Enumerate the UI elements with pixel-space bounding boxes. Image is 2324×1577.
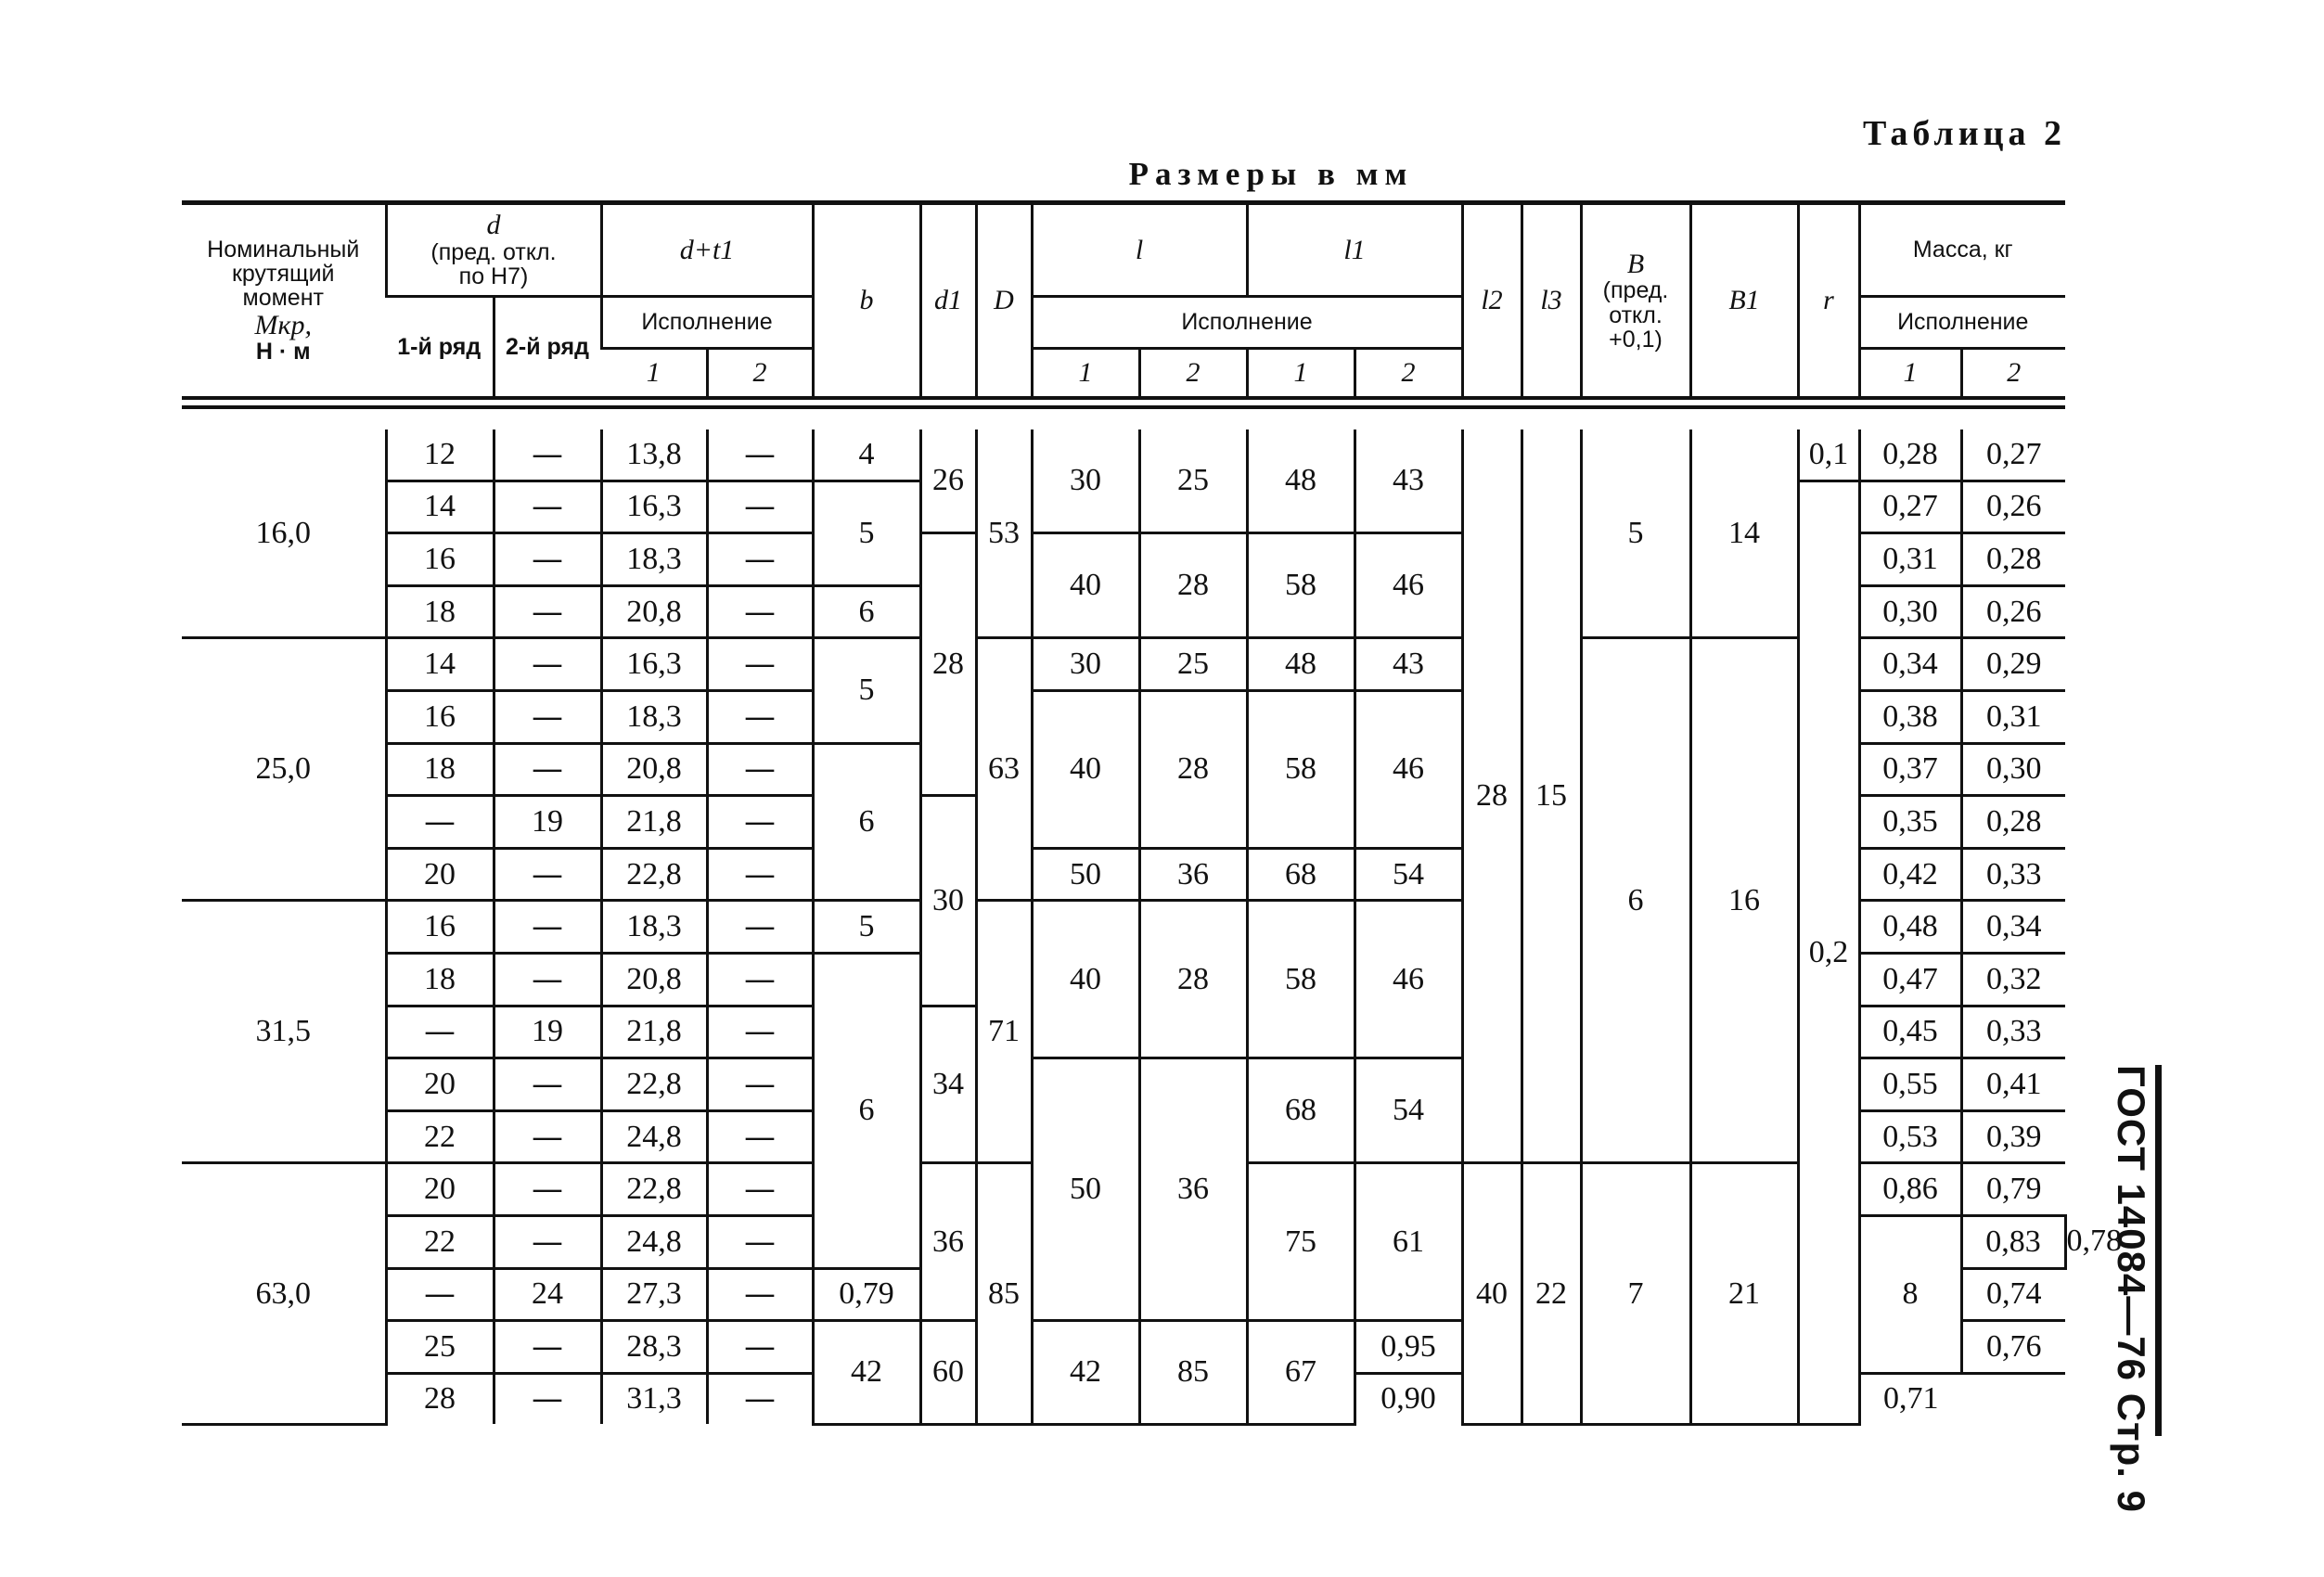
header-l-execution: Исполнение [1032,296,1462,348]
mass-exec1-cell: 0,45 [1859,1006,1961,1058]
l1-exec1-cell: 48 [1247,430,1355,533]
l1-exec2-cell: 61 [1355,1163,1462,1321]
d-row2-cell: — [494,638,601,691]
dt1-exec2-cell: — [707,638,813,691]
mass-exec1-cell: 0,47 [1859,953,1961,1006]
header-l-exec1: 1 [1032,348,1139,396]
dt1-exec1-cell: 24,8 [601,1215,707,1268]
mass-exec2-cell: 0,30 [1961,743,2065,796]
mass-exec2-cell: 0,41 [1961,1058,2065,1111]
header-B1: B1 [1690,205,1798,396]
l-exec1-cell: 60 [920,1321,976,1425]
r-cell: 0,2 [1798,481,1859,1424]
l1-exec2-cell: 46 [1355,690,1462,848]
l1-exec2-cell: 54 [1355,1058,1462,1163]
header-l3: l3 [1522,205,1581,396]
l-exec2-cell: 28 [1139,533,1247,638]
d-row1-cell: — [386,1006,494,1058]
mass-exec2-cell: 0,76 [1961,1321,2065,1374]
header-d1: d1 [920,205,976,396]
mass-exec1-cell: 0,95 [1355,1321,1462,1374]
header-b: b [813,205,920,396]
dt1-exec1-cell: 31,3 [601,1373,707,1424]
d-row2-cell: — [494,1058,601,1111]
dt1-exec1-cell: 28,3 [601,1321,707,1374]
d-row2-cell: — [494,953,601,1006]
l-exec2-cell: 25 [1139,638,1247,691]
B-cell: 5 [1581,430,1690,638]
d-row1-cell: 20 [386,1058,494,1111]
d-row1-cell: — [386,1268,494,1321]
d-row1-cell: 14 [386,481,494,533]
d-row2-cell: — [494,1373,601,1424]
b-cell: 5 [813,901,920,954]
table-row: 22 — 24,8 — 8 0,83 0,78 [182,1215,2065,1268]
d-row2-cell: 19 [494,1006,601,1058]
d-row2-cell: — [494,743,601,796]
d-row2-cell: — [494,1110,601,1163]
l1-exec1-cell: 58 [1247,533,1355,638]
mass-exec2-cell: 0,28 [1961,533,2065,586]
l1-exec1-cell: 68 [1247,848,1355,901]
mass-exec1-cell: 0,28 [1859,430,1961,481]
d-row2-cell: 19 [494,796,601,849]
dt1-exec1-cell: 20,8 [601,585,707,638]
dt1-exec1-cell: 18,3 [601,901,707,954]
header-mass: Масса, кг [1859,205,2065,296]
mass-exec2-cell: 0,34 [1961,901,2065,954]
l1-exec1-cell: 85 [1139,1321,1247,1425]
dt1-exec2-cell: — [707,796,813,849]
dt1-exec2-cell: — [707,743,813,796]
d-row2-cell: — [494,1163,601,1216]
header-d-row2: 2-й ряд [494,296,601,396]
l1-exec2-cell: 54 [1355,848,1462,901]
mass-exec2-cell: 0,74 [1961,1268,2065,1321]
d-row2-cell: — [494,901,601,954]
header-mass-exec2: 2 [1961,348,2065,396]
mass-exec1-cell: 0,83 [1961,1215,2065,1268]
l1-exec1-cell: 58 [1247,901,1355,1058]
dt1-exec2-cell: — [707,533,813,586]
dt1-exec2-cell: — [707,1373,813,1424]
l-exec1-cell: 50 [1032,848,1139,901]
l-exec1-cell: 40 [1032,533,1139,638]
d-row1-cell: 25 [386,1321,494,1374]
d-row1-cell: 22 [386,1110,494,1163]
l-exec1-cell: 50 [1032,1058,1139,1321]
d-row1-cell: 14 [386,638,494,691]
l3-cell: 22 [1522,1163,1581,1424]
l1-exec2-cell: 46 [1355,533,1462,638]
l1-exec1-cell: 75 [1247,1163,1355,1321]
d-row2-cell: — [494,585,601,638]
r-cell: 0,1 [1798,430,1859,481]
d-row2-cell: — [494,533,601,586]
torque-cell: 31,5 [182,901,386,1163]
dt1-exec1-cell: 16,3 [601,638,707,691]
dt1-exec2-cell: — [707,481,813,533]
D-cell: 53 [976,430,1032,638]
mass-exec2-cell: 0,71 [1859,1373,1961,1424]
dt1-exec2-cell: — [707,1058,813,1111]
B1-cell: 16 [1690,638,1798,1163]
b-cell: 6 [813,953,920,1268]
b-cell: 6 [813,743,920,901]
dt1-exec2-cell: — [707,430,813,481]
header-B: B (пред. откл. +0,1) [1581,205,1690,396]
torque-cell: 25,0 [182,638,386,901]
dt1-exec1-cell: 16,3 [601,481,707,533]
mass-exec2-cell: 0,39 [1961,1110,2065,1163]
dimensions-table-body [182,430,2122,1426]
header-l: l [1032,205,1247,296]
l1-exec1-cell: 58 [1247,690,1355,848]
mass-exec2-cell: 0,32 [1961,953,2065,1006]
mass-exec2-cell: 0,79 [1961,1163,2065,1216]
dt1-exec1-cell: 21,8 [601,796,707,849]
mass-exec1-cell: 0,31 [1859,533,1961,586]
d-row2-cell: — [494,430,601,481]
dimensions-table-header [182,205,2065,396]
b-cell: 5 [813,638,920,743]
mass-exec1-cell: 0,79 [813,1268,920,1321]
mass-exec2-cell: 0,26 [1961,481,2065,533]
d-row1-cell: — [386,796,494,849]
header-l1-exec1: 1 [1247,348,1355,396]
torque-cell: 63,0 [182,1163,386,1424]
d-row1-cell: 18 [386,953,494,1006]
dt1-exec2-cell: — [707,585,813,638]
d-row2-cell: — [494,481,601,533]
mass-exec1-cell: 0,37 [1859,743,1961,796]
dt1-exec1-cell: 13,8 [601,430,707,481]
dt1-exec2-cell: — [707,1006,813,1058]
l-exec1-cell: 30 [1032,638,1139,691]
l-exec2-cell: 36 [1139,848,1247,901]
mass-exec1-cell: 0,53 [1859,1110,1961,1163]
dt1-exec2-cell: — [707,1268,813,1321]
header-d-row1: 1-й ряд [386,296,494,396]
d1-cell: 26 [920,430,976,533]
l-exec1-cell: 40 [1032,690,1139,848]
dt1-exec1-cell: 18,3 [601,533,707,586]
dt1-exec1-cell: 22,8 [601,1058,707,1111]
d-row1-cell: 16 [386,901,494,954]
dt1-exec1-cell: 22,8 [601,1163,707,1216]
B1-cell: 14 [1690,430,1798,638]
header-double-rule [182,396,2065,409]
header-r: r [1798,205,1859,396]
mass-exec1-cell: 0,34 [1859,638,1961,691]
page-footer-standard: ГОСТ 14084—76 Стр. 9 [2098,1065,2162,1436]
dt1-exec1-cell: 24,8 [601,1110,707,1163]
mass-exec2-cell: 0,33 [1961,1006,2065,1058]
mass-exec1-cell: 0,48 [1859,901,1961,954]
dt1-exec2-cell: — [707,848,813,901]
dt1-exec2-cell: — [707,1215,813,1268]
b-cell: 6 [813,585,920,638]
l2-cell: 28 [1462,430,1522,1163]
l1-exec1-cell: 68 [1247,1058,1355,1163]
dt1-exec1-cell: 21,8 [601,1006,707,1058]
units-caption: Размеры в мм [1128,156,1414,192]
header-mass-execution: Исполнение [1859,296,2065,348]
d-row1-cell: 16 [386,690,494,743]
d-row2-cell: — [494,690,601,743]
dt1-exec2-cell: — [707,901,813,954]
d1-cell: 34 [920,1006,976,1163]
l1-exec1-cell: 48 [1247,638,1355,691]
l1-exec2-cell: 43 [1355,638,1462,691]
l1-exec2-cell: 67 [1247,1321,1355,1425]
header-d: d (пред. откл. по H7) [386,205,601,296]
d-row1-cell: 18 [386,743,494,796]
b-cell: 5 [813,481,920,585]
d1-cell: 42 [813,1321,920,1425]
dt1-exec2-cell: — [707,1321,813,1374]
mass-exec1-cell: 0,42 [1859,848,1961,901]
mass-exec2-cell: 0,26 [1961,585,2065,638]
l2-cell: 40 [1462,1163,1522,1424]
mass-exec1-cell: 0,55 [1859,1058,1961,1111]
dt1-exec2-cell: — [707,690,813,743]
dt1-exec1-cell: 22,8 [601,848,707,901]
header-dt1-execution: Исполнение [601,296,813,348]
mass-exec1-cell: 0,86 [1859,1163,1961,1216]
table-caption: Таблица 2 [1862,114,2066,153]
mass-exec2-cell: 0,31 [1961,690,2065,743]
l-exec2-cell: 28 [1139,690,1247,848]
header-mass-exec1: 1 [1859,348,1961,396]
dt1-exec2-cell: — [707,953,813,1006]
B1-cell: 21 [1690,1163,1798,1424]
dt1-exec1-cell: 27,3 [601,1268,707,1321]
l-exec2-cell: 42 [1032,1321,1139,1425]
d-row2-cell: — [494,848,601,901]
l1-exec2-cell: 46 [1355,901,1462,1058]
header-d-t1: d+t1 [601,205,813,296]
D-cell: 63 [976,638,1032,901]
header-l1-exec2: 2 [1355,348,1462,396]
torque-cell: 16,0 [182,430,386,638]
d-row1-cell: 18 [386,585,494,638]
d-row2-cell: — [494,1321,601,1374]
d-row2-cell: — [494,1215,601,1268]
B-cell: 7 [1581,1163,1690,1424]
l-exec2-cell: 28 [1139,901,1247,1058]
dt1-exec2-cell: — [707,1110,813,1163]
b-cell: 8 [1859,1215,1961,1373]
d-row1-cell: 12 [386,430,494,481]
d-row1-cell: 28 [386,1373,494,1424]
header-l1: l1 [1247,205,1462,296]
l-exec1-cell: 30 [1032,430,1139,533]
header-l-exec2: 2 [1139,348,1247,396]
d-row1-cell: 22 [386,1215,494,1268]
table-row [182,638,2065,691]
header-l2: l2 [1462,205,1522,396]
header-D: D [976,205,1032,396]
l-exec2-cell: 25 [1139,430,1247,533]
l-exec2-cell: 36 [1139,1058,1247,1321]
table-row [182,430,2065,481]
mass-exec2-cell: 0,29 [1961,638,2065,691]
B-cell: 6 [1581,638,1690,1163]
mass-exec2-cell: 0,28 [1961,796,2065,849]
mass-exec1-cell: 0,35 [1859,796,1961,849]
mass-exec1-cell: 0,90 [1355,1373,1462,1424]
mass-exec1-cell: 0,38 [1859,690,1961,743]
header-torque: Номинальный крутящий момент Mкр, Н · м [207,236,360,365]
dimensions-table-wrap [182,200,2122,1426]
dt1-exec1-cell: 20,8 [601,953,707,1006]
d-row1-cell: 16 [386,533,494,586]
mass-exec1-cell: 0,27 [1859,481,1961,533]
header-dt1-exec1: 1 [601,348,707,396]
D-cell: 85 [976,1163,1032,1424]
dt1-exec1-cell: 20,8 [601,743,707,796]
d1-cell: 36 [920,1163,976,1321]
l1-exec2-cell: 43 [1355,430,1462,533]
dt1-exec2-cell: — [707,1163,813,1216]
mass-exec2-cell: 0,33 [1961,848,2065,901]
d-row1-cell: 20 [386,848,494,901]
dt1-exec1-cell: 18,3 [601,690,707,743]
d-row2-cell: 24 [494,1268,601,1321]
mass-exec2-cell: 0,27 [1961,430,2065,481]
mass-exec1-cell: 0,30 [1859,585,1961,638]
header-dt1-exec2: 2 [707,348,813,396]
b-cell: 4 [813,430,920,481]
d1-cell: 28 [920,533,976,796]
l-exec1-cell: 40 [1032,901,1139,1058]
d1-cell: 30 [920,796,976,1006]
d-row1-cell: 20 [386,1163,494,1216]
l3-cell: 15 [1522,430,1581,1163]
D-cell: 71 [976,901,1032,1163]
